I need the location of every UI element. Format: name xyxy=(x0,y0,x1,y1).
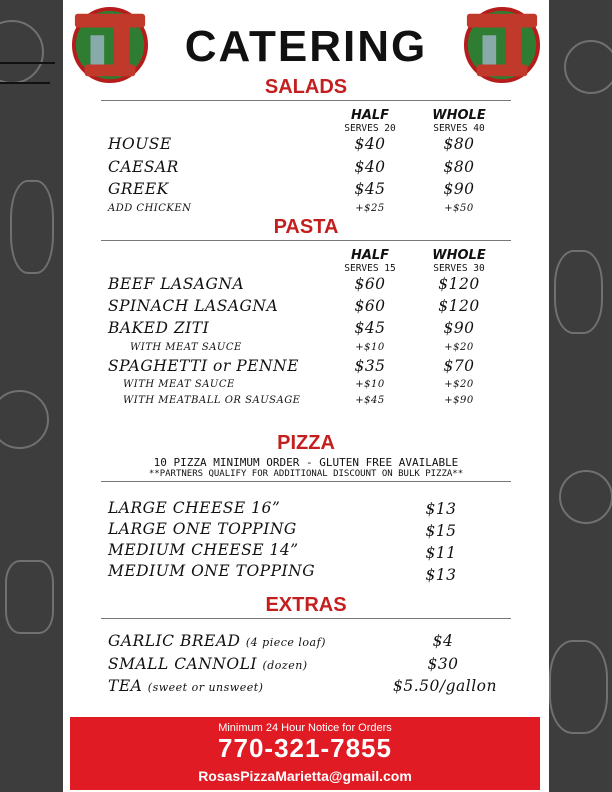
menu-item-name: ADD CHICKEN xyxy=(108,203,192,214)
pizza-heading: PIZZA xyxy=(277,432,335,454)
notice-text: Minimum 24 Hour Notice for Orders xyxy=(218,722,392,734)
menu-item-half-price: $60 xyxy=(354,275,386,293)
doodle-shape xyxy=(5,560,54,634)
menu-item-name: SPAGHETTI or PENNE xyxy=(108,357,299,375)
serves-label: SERVES 15 xyxy=(344,263,396,274)
doodle-circle xyxy=(0,20,44,84)
menu-item-name: HOUSE xyxy=(108,135,172,153)
menu-item-half-price: $40 xyxy=(354,135,386,153)
menu-item-whole-price: $70 xyxy=(443,357,475,375)
menu-item-price: $5.50/gallon xyxy=(393,677,497,695)
salads-half-header xyxy=(335,108,405,134)
menu-item-whole-price: +$20 xyxy=(444,379,474,390)
menu-item-price: $30 xyxy=(427,655,459,673)
pizza-minimum-note: 10 PIZZA MINIMUM ORDER - GLUTEN FREE AVAILABLE xyxy=(153,456,459,469)
menu-item-detail: (sweet or unsweet) xyxy=(147,681,264,694)
menu-item-half-price: $45 xyxy=(354,180,386,198)
extras-heading: EXTRAS xyxy=(265,594,347,616)
menu-item-name: CAESAR xyxy=(108,158,179,176)
right-decorative-border xyxy=(549,0,612,792)
line-mark xyxy=(0,62,55,64)
divider xyxy=(101,100,511,101)
menu-item-name: LARGE CHEESE 16” xyxy=(108,499,281,517)
menu-item-name: LARGE ONE TOPPING xyxy=(108,520,297,538)
menu-page xyxy=(63,0,549,792)
pizza-discount-note: **PARTNERS QUALIFY FOR ADDITIONAL DISCOUNT ON BULK PIZZA** xyxy=(148,469,464,479)
doodle-circle xyxy=(559,470,612,524)
menu-item-half-price: +$10 xyxy=(355,379,385,390)
column-label: HALF xyxy=(350,108,390,123)
menu-item-half-price: $45 xyxy=(354,319,386,337)
menu-item-whole-price: +$90 xyxy=(444,395,474,406)
divider xyxy=(101,240,511,241)
menu-item-detail: (dozen) xyxy=(262,659,308,672)
menu-item xyxy=(108,655,308,673)
doodle-mushroom xyxy=(0,390,49,449)
menu-item-name: GARLIC BREAD xyxy=(108,632,241,650)
page-title: CATERING xyxy=(184,22,428,71)
menu-item-whole-price: $90 xyxy=(443,319,475,337)
pasta-heading: PASTA xyxy=(273,216,339,238)
menu-item-detail: (4 piece loaf) xyxy=(245,636,326,649)
menu-item-whole-price: $80 xyxy=(443,135,475,153)
menu-item-whole-price: +$50 xyxy=(444,203,474,214)
menu-item-price: $11 xyxy=(425,544,457,562)
pasta-half-header xyxy=(335,248,405,274)
menu-item-name: WITH MEAT SAUCE xyxy=(123,379,235,390)
menu-item-half-price: +$10 xyxy=(355,342,385,353)
menu-item-price: $13 xyxy=(425,500,457,518)
column-label: HALF xyxy=(350,248,390,263)
menu-item-half-price: $35 xyxy=(354,357,386,375)
doodle-circle xyxy=(564,40,612,94)
salads-heading: SALADS xyxy=(264,76,348,98)
menu-item-whole-price: $90 xyxy=(443,180,475,198)
line-mark xyxy=(0,82,50,84)
divider xyxy=(101,481,511,482)
column-label: WHOLE xyxy=(432,248,486,263)
phone-number[interactable]: 770-321-7855 xyxy=(218,733,392,763)
doodle-shape xyxy=(549,640,608,734)
doodle-shape xyxy=(10,180,54,274)
menu-item-half-price: +$25 xyxy=(355,203,385,214)
serves-label: SERVES 30 xyxy=(433,263,485,274)
menu-item-name: MEDIUM CHEESE 14” xyxy=(108,541,299,559)
menu-item-price: $15 xyxy=(425,522,457,540)
salads-whole-header xyxy=(424,108,494,134)
menu-item-name: SPINACH LASAGNA xyxy=(108,297,279,315)
menu-item-whole-price: $120 xyxy=(438,297,480,315)
menu-item-half-price: $60 xyxy=(354,297,386,315)
menu-item-name: GREEK xyxy=(108,180,169,198)
menu-item-price: $13 xyxy=(425,566,457,584)
menu-item-whole-price: $120 xyxy=(438,275,480,293)
serves-label: SERVES 40 xyxy=(433,123,485,134)
divider xyxy=(101,618,511,619)
column-label: WHOLE xyxy=(432,108,486,123)
menu-item-name: WITH MEATBALL OR SAUSAGE xyxy=(123,395,301,406)
menu-item xyxy=(108,632,326,650)
pasta-whole-header xyxy=(424,248,494,274)
serves-label: SERVES 20 xyxy=(344,123,396,134)
menu-item-name: MEDIUM ONE TOPPING xyxy=(108,562,316,580)
menu-item-whole-price: +$20 xyxy=(444,342,474,353)
menu-item-name: TEA xyxy=(108,677,143,695)
menu-item-half-price: +$45 xyxy=(355,395,385,406)
menu-item-name: WITH MEAT SAUCE xyxy=(130,342,242,353)
left-decorative-border xyxy=(0,0,63,792)
menu-item-name: SMALL CANNOLI xyxy=(108,655,257,673)
menu-item xyxy=(108,677,263,695)
contact-footer xyxy=(70,717,540,790)
doodle-leaf xyxy=(554,250,603,334)
menu-item-price: $4 xyxy=(432,632,454,650)
menu-item-name: BEEF LASAGNA xyxy=(108,275,245,293)
menu-item-half-price: $40 xyxy=(354,158,386,176)
email-link[interactable]: RosasPizzaMarietta@gmail.com xyxy=(198,768,412,784)
menu-item-name: BAKED ZITI xyxy=(108,319,210,337)
menu-item-whole-price: $80 xyxy=(443,158,475,176)
